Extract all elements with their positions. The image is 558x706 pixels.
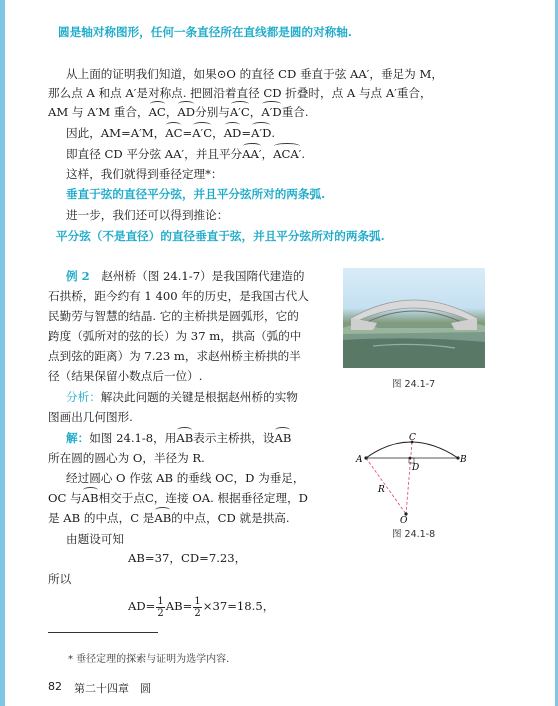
solution-line2: 所在圆的圆心为 O，半径为 R. [48, 451, 205, 465]
example-line3: 民勤劳与智慧的结晶. 它的主桥拱是圆弧形，它的 [48, 309, 299, 323]
analysis-line1: 分析：解决此问题的关键是根据赵州桥的实物 [66, 390, 298, 404]
example-label: 例 2 [66, 269, 90, 283]
analysis-label: 分析： [66, 390, 101, 404]
example-line5: 点到弦的距离）为 7.23 m，求赵州桥主桥拱的半 [48, 349, 301, 363]
zhaozhou-bridge-photo [343, 268, 485, 368]
para4: 这样，我们就得到垂径定理*： [66, 167, 223, 181]
ad-equation: AD= $\frac{1}{2}$ AB= $\frac{1}{2}$ ×37=18.5， [128, 595, 275, 619]
solution-line4: OC 与AB相交于点C，连接 OA. 根据垂径定理，D [48, 491, 308, 505]
axis-symmetry-statement: 圆是轴对称图形，任何一条直径所在直线都是圆的对称轴. [58, 25, 352, 39]
para3: 即直径 CD 平分弦 AA′，并且平分AA′，ACA′. [66, 147, 306, 161]
para1-line2: 那么点 A 和点 A′是对称点. 把圆沿着直径 CD 折叠时，点 A 与点 A′重合， [48, 86, 432, 100]
arch-circle-diagram [354, 430, 484, 530]
corollary: 平分弦（不是直径）的直径垂直于弦，并且平分弦所对的两条弧. [56, 229, 385, 243]
arc-ad: AD [177, 105, 196, 119]
arc-a1c: A′C [229, 105, 250, 119]
arc-a1d: A′D [261, 105, 282, 119]
figure1-caption: 图 24.1-7 [392, 379, 436, 390]
label-r: R [378, 485, 385, 495]
example-line1: 例 2 赵州桥（图 24.1-7）是我国隋代建造的 [66, 269, 305, 283]
chapter-title: 第二十四章 圆 [74, 682, 151, 695]
solution-line5: 是 AB 的中点，C 是AB的中点，CD 就是拱高. [48, 511, 290, 525]
para1-line3: AM 与 A′M 重合，AC，AD分别与A′C，A′D重合. [48, 105, 309, 119]
example-line6: 径（结果保留小数点后一位）. [48, 369, 203, 383]
solution-line3: 经过圆心 O 作弦 AB 的垂线 OC，D 为垂足， [66, 471, 305, 485]
example-line4: 跨度（弧所对的弦的长）为 37 m，拱高（弧的中 [48, 329, 302, 343]
para5: 进一步，我们还可以得到推论： [66, 208, 229, 222]
solution-line7: 所以 [48, 572, 72, 586]
arc-ac: AC [148, 105, 166, 119]
page-edge-left [0, 0, 5, 706]
fraction-half-1: $\frac{1}{2}$ [157, 595, 164, 619]
example-line2: 石拱桥，距今约有 1 400 年的历史，是我国古代人 [48, 289, 309, 303]
label-d: D [412, 463, 420, 473]
solution-line6: 由题设可知 [66, 532, 124, 546]
solution-label: 解： [66, 431, 90, 445]
figure2-caption: 图 24.1-8 [392, 529, 436, 540]
footnote: * 垂径定理的探索与证明为选学内容. [68, 654, 230, 665]
page-number: 82 [48, 680, 62, 693]
given-equation: AB=37，CD=7.23， [128, 551, 247, 565]
footnote-divider [48, 632, 158, 633]
label-a: A [356, 455, 363, 465]
para1-line1: 从上面的证明我们知道，如果⊙O 的直径 CD 垂直于弦 AA′，垂足为 M， [66, 67, 443, 81]
analysis-line2: 图画出几何图形. [48, 410, 133, 424]
solution-line1: 解：如图 24.1-8，用AB表示主桥拱，设AB [66, 431, 292, 445]
fraction-half-2: $\frac{1}{2}$ [194, 595, 201, 619]
para2: 因此，AM=A′M，AC=A′C，AD=A′D. [66, 126, 276, 140]
perpendicular-diameter-theorem: 垂直于弦的直径平分弦，并且平分弦所对的两条弧. [66, 187, 326, 201]
label-c: C [409, 433, 416, 443]
label-o: O [400, 516, 408, 526]
label-b: B [460, 455, 467, 465]
